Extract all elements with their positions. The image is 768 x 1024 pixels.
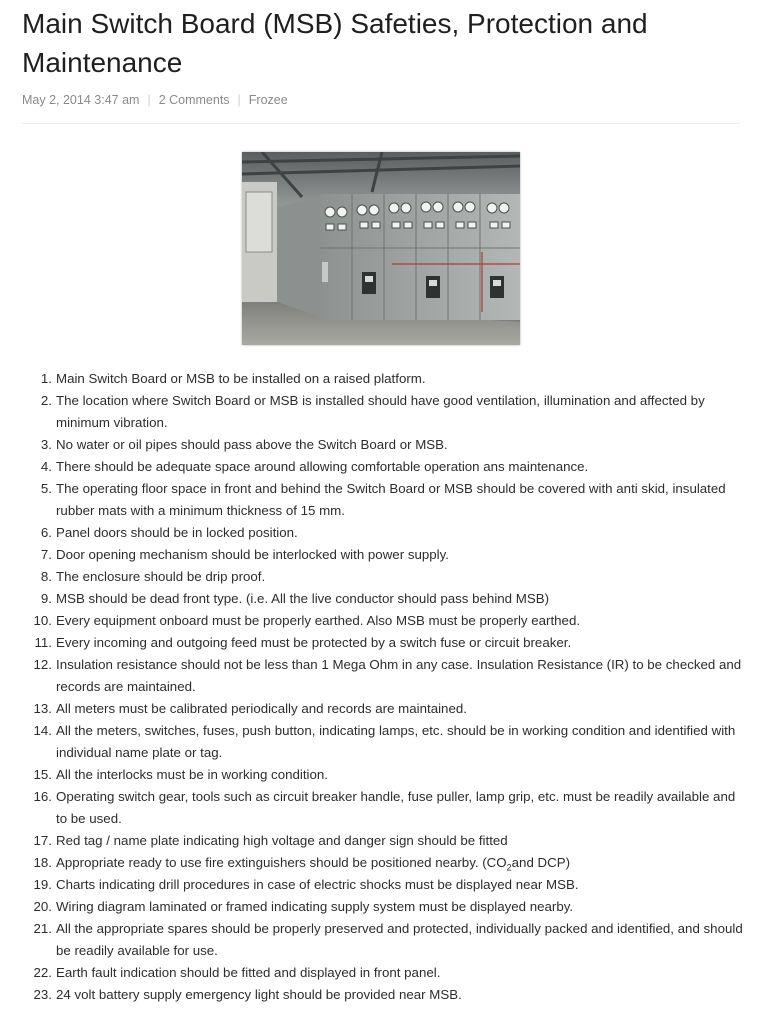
list-item xyxy=(40,456,746,478)
list-item-text xyxy=(56,566,746,588)
list-item-number: 2. xyxy=(40,393,52,408)
list-item-number: 6. xyxy=(40,525,52,540)
list-item-number: 18. xyxy=(33,855,52,870)
list-item xyxy=(33,654,746,698)
list-item xyxy=(40,544,746,566)
list-item-text xyxy=(56,918,746,962)
list-item xyxy=(33,830,746,852)
list-item xyxy=(33,720,746,764)
list-item-text xyxy=(56,874,746,896)
list-item-number: 23. xyxy=(33,987,52,1002)
switchboard-photo xyxy=(242,152,520,345)
list-item xyxy=(33,874,746,896)
list-item xyxy=(33,896,746,918)
list-item-after: and DCP) xyxy=(511,855,571,870)
list-item-number: 7. xyxy=(40,547,52,562)
list-item-number: 21. xyxy=(33,921,52,936)
list-item-text xyxy=(56,720,746,764)
list-item-main: All meters must be calibrated periodically and records are maintained. xyxy=(56,701,467,716)
list-item-text xyxy=(56,632,746,654)
comments-link[interactable]: 2 Comments xyxy=(158,93,230,107)
list-item xyxy=(33,962,746,984)
list-item-main: 24 volt battery supply emergency light should be provided near MSB. xyxy=(56,987,462,1002)
list-item-text xyxy=(56,830,746,852)
list-item-main: The enclosure should be drip proof. xyxy=(56,569,266,584)
list-item-main: The location where Switch Board or MSB is installed should have good ventilation, illumination and affected by minimum vibration. xyxy=(56,393,705,430)
list-item-main: Charts indicating drill procedures in case of electric shocks must be displayed near MSB. xyxy=(56,877,579,892)
list-item-number: 17. xyxy=(33,833,52,848)
list-item-number: 3. xyxy=(40,437,52,452)
list-item xyxy=(40,478,746,522)
list-item-text xyxy=(56,852,746,874)
list-item-number: 16. xyxy=(33,789,52,804)
list-item-text xyxy=(56,698,746,720)
list-item-number: 13. xyxy=(33,701,52,716)
list-item-number: 1. xyxy=(40,371,52,386)
list-item-text xyxy=(56,984,746,1006)
list-item xyxy=(33,764,746,786)
list-item xyxy=(33,610,746,632)
list-item-text xyxy=(56,764,746,786)
list-item-main: Panel doors should be in locked position. xyxy=(56,525,298,540)
divider xyxy=(22,123,740,124)
list-item xyxy=(33,852,746,874)
list-item-number: 19. xyxy=(33,877,52,892)
list-item-text xyxy=(56,390,746,434)
list-item-text xyxy=(56,962,746,984)
list-item xyxy=(40,368,746,390)
list-item xyxy=(40,390,746,434)
list-item-number: 5. xyxy=(40,481,52,496)
list-item-number: 22. xyxy=(33,965,52,980)
list-item-main: All the appropriate spares should be properly preserved and protected, individually packed and identified, and should be readily available for use. xyxy=(56,921,743,958)
list-item xyxy=(40,522,746,544)
post-meta xyxy=(22,93,288,107)
list-item-text xyxy=(56,786,746,830)
list-item xyxy=(33,786,746,830)
list-item xyxy=(34,632,746,654)
list-item-main: Wiring diagram laminated or framed indicating supply system must be displayed nearby. xyxy=(56,899,574,914)
list-item-text xyxy=(56,588,746,610)
list-item-number: 4. xyxy=(40,459,52,474)
list-item-main: Door opening mechanism should be interlocked with power supply. xyxy=(56,547,449,562)
safety-list xyxy=(33,368,746,1006)
list-item-number: 12. xyxy=(33,657,52,672)
list-item xyxy=(33,918,746,962)
list-item-main: The operating floor space in front and behind the Switch Board or MSB should be covered with anti skid, insulated rubber mats with a minimum thickness of 15 mm. xyxy=(56,481,726,518)
list-item-main: Every incoming and outgoing feed must be protected by a switch fuse or circuit breaker. xyxy=(56,635,572,650)
list-item-text xyxy=(56,368,746,390)
list-item-main: All the meters, switches, fuses, push button, indicating lamps, etc. should be in working condition and identified with individual name plate or tag. xyxy=(56,723,736,760)
list-item-main: Every equipment onboard must be properly earthed. Also MSB must be properly earthed. xyxy=(56,613,581,628)
list-item-number: 9. xyxy=(40,591,52,606)
post-title: Main Switch Board (MSB) Safeties, Protection and Maintenance xyxy=(22,8,648,78)
list-item-main: All the interlocks must be in working condition. xyxy=(56,767,328,782)
list-item-text xyxy=(56,544,746,566)
list-item-number: 10. xyxy=(33,613,52,628)
list-item-text xyxy=(56,610,746,632)
list-item-number: 15. xyxy=(33,767,52,782)
list-item-number: 11. xyxy=(34,635,52,650)
list-item-main: Earth fault indication should be fitted and displayed in front panel. xyxy=(56,965,441,980)
list-item-text xyxy=(56,456,746,478)
list-item-text xyxy=(56,654,746,698)
list-item-text xyxy=(56,896,746,918)
list-item-text xyxy=(56,478,746,522)
list-item-main: MSB should be dead front type. (i.e. All the live conductor should pass behind MSB) xyxy=(56,591,550,606)
list-item xyxy=(33,984,746,1006)
list-item-main: There should be adequate space around allowing comfortable operation ans maintenance. xyxy=(56,459,589,474)
list-item-number: 14. xyxy=(33,723,52,738)
list-item-main: Operating switch gear, tools such as circuit breaker handle, fuse puller, lamp grip, etc. must be readily available and to be used. xyxy=(56,789,736,826)
subscript: 2 xyxy=(506,862,512,873)
list-item xyxy=(40,434,746,456)
post-date: May 2, 2014 3:47 am xyxy=(22,93,140,107)
list-item xyxy=(40,566,746,588)
list-item-number: 8. xyxy=(40,569,52,584)
list-item-text xyxy=(56,522,746,544)
author-link[interactable]: Frozee xyxy=(248,93,288,107)
list-item-number: 20. xyxy=(33,899,52,914)
list-item-main: Red tag / name plate indicating high voltage and danger sign should be fitted xyxy=(56,833,508,848)
list-item-main: Insulation resistance should not be less than 1 Mega Ohm in any case. Insulation Resistance (IR) to be checked and records are maintained. xyxy=(56,657,742,694)
list-item-main: Appropriate ready to use fire extinguishers should be positioned nearby. (CO xyxy=(56,855,507,870)
list-item-main: No water or oil pipes should pass above the Switch Board or MSB. xyxy=(56,437,448,452)
list-item xyxy=(33,698,746,720)
meta-separator: | xyxy=(237,93,241,107)
list-item-text xyxy=(56,434,746,456)
list-item-main: Main Switch Board or MSB to be installed on a raised platform. xyxy=(56,371,426,386)
meta-separator: | xyxy=(147,93,151,107)
list-item xyxy=(40,588,746,610)
